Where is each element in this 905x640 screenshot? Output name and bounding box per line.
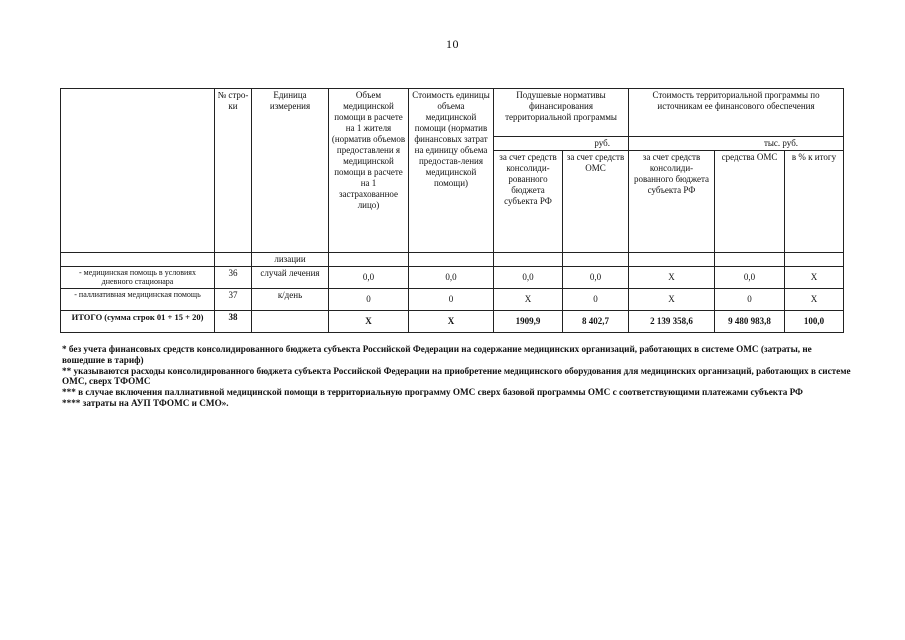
total-cost: Х <box>409 311 494 333</box>
row-name: - паллиативная медицинская помощь <box>61 289 215 311</box>
table-row <box>61 253 844 267</box>
financing-table <box>60 88 844 333</box>
footnotes <box>62 344 852 409</box>
row-name: - медицинская помощь в условиях дневного стационара <box>61 267 215 289</box>
footnote-4: **** затраты на АУП ТФОМС и СМО». <box>62 397 229 408</box>
header-volume: Объем медицинской помощи в расчете на 1 жителя (норматив объемов предоставлени я медицинской помощи в расчете на 1 застрахованное лицо) <box>329 89 409 253</box>
row-tc-pct: Х <box>785 267 844 289</box>
row-unit: лизации <box>252 253 329 267</box>
row-volume: 0 <box>329 289 409 311</box>
total-pc-budget: 1909,9 <box>494 311 563 333</box>
row-tc-pct: Х <box>785 289 844 311</box>
row-cost <box>409 253 494 267</box>
row-tc-budget: Х <box>629 289 715 311</box>
row-pc-budget: 0,0 <box>494 267 563 289</box>
row-tc-oms: 0,0 <box>715 267 785 289</box>
row-pc-oms: 0 <box>563 289 629 311</box>
footnote-1: * без учета финансовых средств консолидированного бюджета субъекта Российской Федерации на содержание медицинских организаций, работающих в системе ОМС (затраты, не вошедшие в тариф) <box>62 344 812 365</box>
header-row-no: № стро-ки <box>215 89 252 253</box>
header-row-1 <box>61 89 844 137</box>
row-volume <box>329 253 409 267</box>
total-tc-pct: 100,0 <box>785 311 844 333</box>
total-pc-oms: 8 402,7 <box>563 311 629 333</box>
row-pc-oms: 0,0 <box>563 267 629 289</box>
page-number: 10 <box>446 37 459 51</box>
total-volume: Х <box>329 311 409 333</box>
total-row <box>61 311 844 333</box>
row-tc-oms: 0 <box>715 289 785 311</box>
row-no <box>215 253 252 267</box>
total-tc-oms: 9 480 983,8 <box>715 311 785 333</box>
table-row <box>61 267 844 289</box>
row-volume: 0,0 <box>329 267 409 289</box>
header-rub: руб. <box>494 137 629 151</box>
total-name: ИТОГО (сумма строк 01 + 15 + 20) <box>61 311 215 333</box>
header-col-pct: в % к итогу <box>785 151 844 253</box>
row-tc-oms <box>715 253 785 267</box>
header-name-cell <box>61 89 215 253</box>
total-no: 38 <box>215 311 252 333</box>
row-tc-pct <box>785 253 844 267</box>
row-tc-budget <box>629 253 715 267</box>
header-col-budget: за счет средств консолиди-рованного бюджета субъекта РФ <box>494 151 563 253</box>
row-cost: 0,0 <box>409 267 494 289</box>
header-col-budget2: за счет средств консолиди-рованного бюджета субъекта РФ <box>629 151 715 253</box>
total-unit <box>252 311 329 333</box>
header-program-cost: Стоимость территориальной программы по источникам ее финансового обеспечения <box>629 89 844 137</box>
row-pc-oms <box>563 253 629 267</box>
row-pc-budget: Х <box>494 289 563 311</box>
header-per-capita: Подушевые нормативы финансирования территориальной программы <box>494 89 629 137</box>
header-thous-rub: тыс. руб. <box>629 137 844 151</box>
header-unit: Единица измерения <box>252 89 329 253</box>
footnote-2: ** указываются расходы консолидированного бюджета субъекта Российской Федерации на приобретение медицинского оборудования для медицинских организаций, работающих в системе ОМС, сверх ТФОМС <box>62 365 851 387</box>
row-pc-budget <box>494 253 563 267</box>
row-cost: 0 <box>409 289 494 311</box>
footnote-3: *** в случае включения паллиативной медицинской помощи в территориальную программу ОМС сверх базовой программы ОМС с соответствующими платежами субъекта РФ <box>62 387 803 398</box>
row-tc-budget: Х <box>629 267 715 289</box>
total-tc-budget: 2 139 358,6 <box>629 311 715 333</box>
row-no: 37 <box>215 289 252 311</box>
header-col-oms2: средства ОМС <box>715 151 785 253</box>
table-row <box>61 289 844 311</box>
row-unit: случай лечения <box>252 267 329 289</box>
row-unit: к/день <box>252 289 329 311</box>
row-no: 36 <box>215 267 252 289</box>
header-unit-cost: Стоимость единицы объема медицинской помощи (норматив финансовых затрат на единицу объема предостав-ления медицинской помощи) <box>409 89 494 253</box>
row-name <box>61 253 215 267</box>
header-col-oms: за счет средств ОМС <box>563 151 629 253</box>
